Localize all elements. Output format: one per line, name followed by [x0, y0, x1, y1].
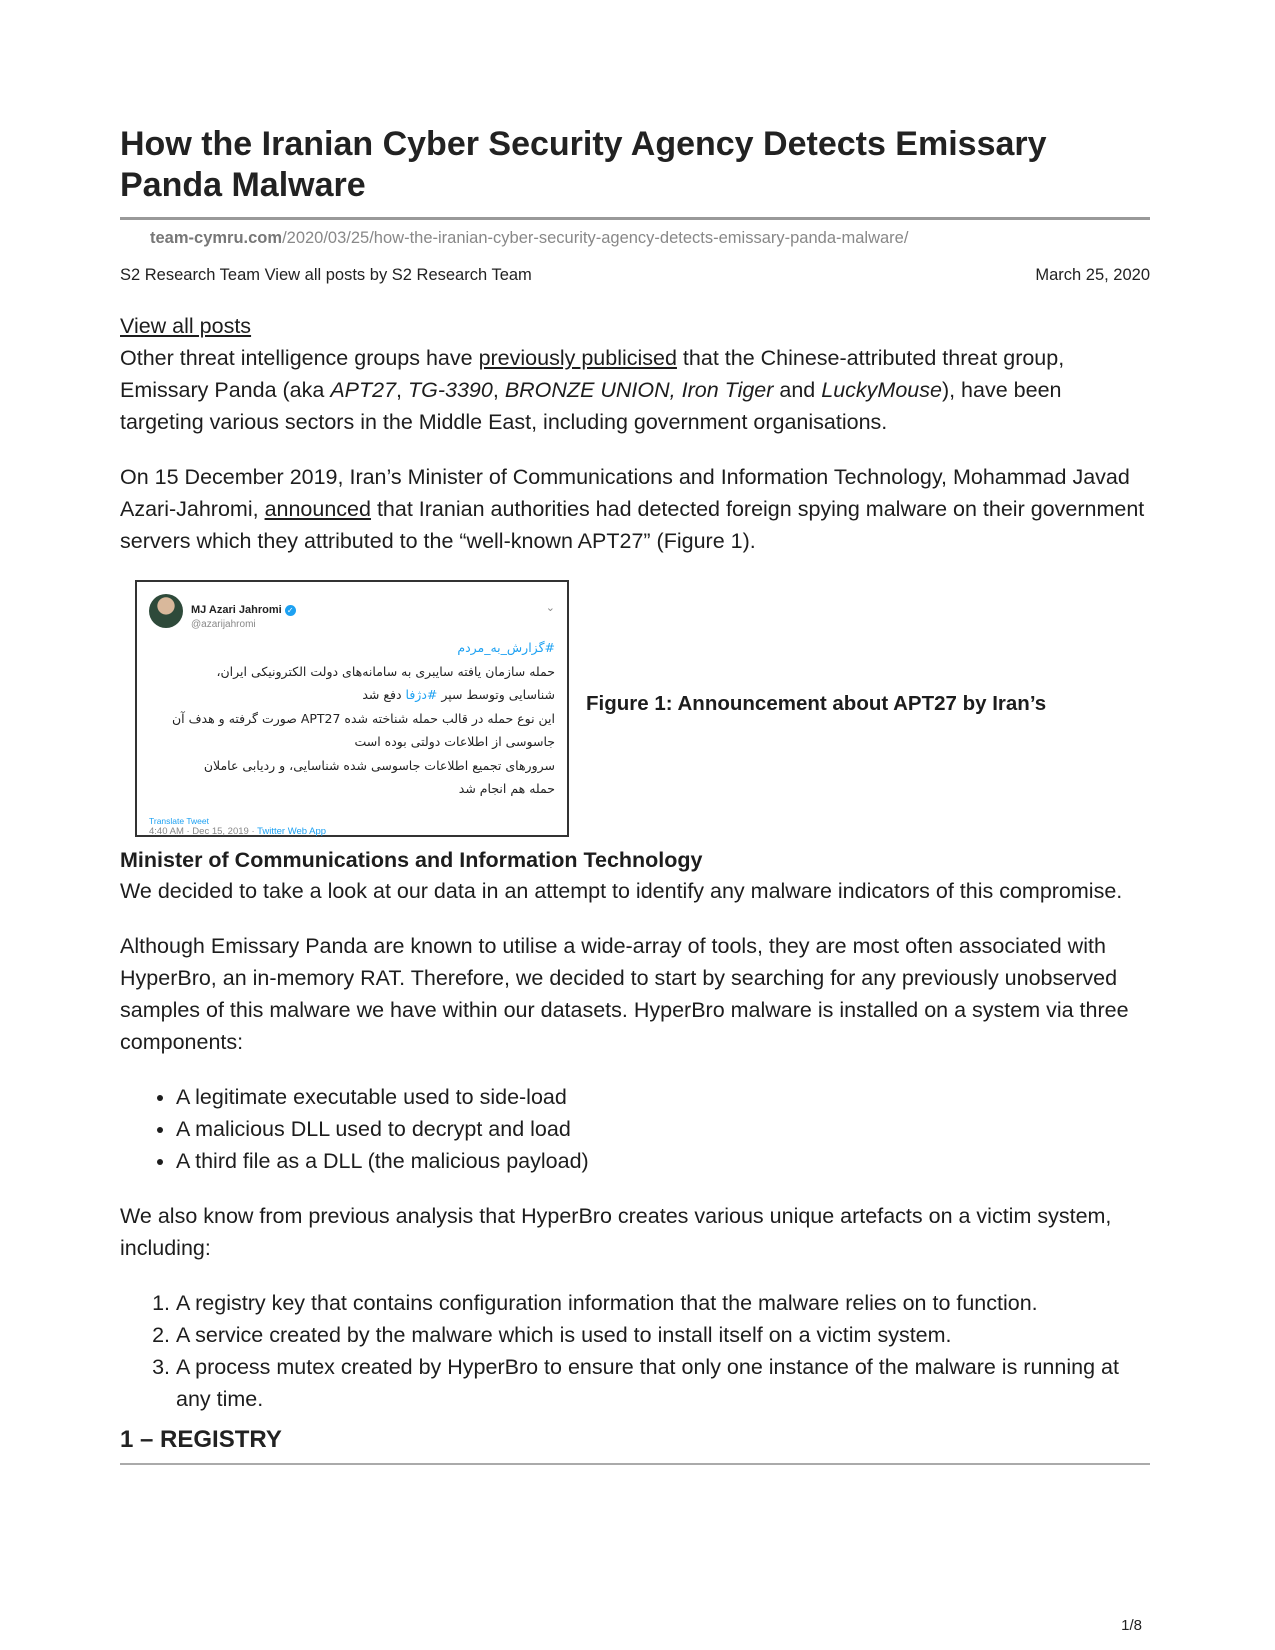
view-all-posts-link[interactable]: View all posts [120, 314, 252, 338]
announced-link[interactable]: announced [264, 497, 371, 521]
list-item: 1. A registry key that contains configuration information that the malware relies on to function. [176, 1287, 1150, 1319]
author-line: S2 Research Team View all posts by S2 Research Team [120, 266, 532, 284]
text-run: ), have been targeting various sectors in the Middle East, including government organisations. [120, 378, 1062, 434]
tweet-timestamp [149, 816, 326, 848]
text-run: دفع شد [362, 687, 406, 702]
tweet-screenshot [135, 580, 569, 837]
tweet-line: سرورهای تجمیع اطلاعات جاسوسی شده شناسایی، و ردیابی عاملان [203, 757, 555, 773]
section-heading-registry: 1 – REGISTRY [120, 1426, 282, 1453]
text-run: and [773, 378, 822, 402]
list-item: • A third file as a DLL (the malicious payload) [176, 1145, 1150, 1177]
text-run: that Iranian authorities had detected foreign spying malware on their government servers which they attributed to the “well-known APT27” (Figure 1). [120, 497, 1145, 553]
previously-publicised-link[interactable]: previously publicised [478, 346, 677, 370]
article-body [120, 310, 1150, 1438]
text-run: , [396, 378, 408, 402]
text-run: شناسایی وتوسط سپر [437, 687, 555, 702]
url-path: /2020/03/25/how-the-iranian-cyber-security-agency-detects-emissary-panda-malware/ [282, 229, 909, 247]
text-run: that the Chinese-attributed threat group, Emissary Panda (aka [120, 346, 1065, 402]
tweet-app: Twitter Web App [257, 826, 327, 837]
page-number: 1/8 [1121, 1617, 1142, 1634]
figure-caption-continued: Minister of Communications and Information Technology [120, 848, 703, 872]
tweet-line: حمله هم انجام شد [458, 781, 555, 796]
title-divider [120, 217, 1150, 220]
paragraph-artefacts: We also know from previous analysis that HyperBro creates various unique artefacts on a victim system, including: [120, 1204, 1112, 1260]
tweet-text [150, 636, 555, 801]
source-url[interactable] [150, 229, 908, 248]
tweet-line: جاسوسی از اطلاعات دولتی بوده است [354, 734, 555, 749]
list-item: • A legitimate executable used to side-load [176, 1081, 1150, 1113]
list-item: • A malicious DLL used to decrypt and load [176, 1113, 1150, 1145]
tweet-line [150, 683, 555, 707]
components-list [120, 1081, 1150, 1177]
translate-tweet-link: Translate Tweet [149, 816, 210, 826]
figure-1 [120, 580, 1150, 845]
verified-icon: ✓ [285, 605, 296, 616]
tweet-line: این نوع حمله در قالب حمله شناخته شده APT27 صورت گرفته و هدف آن [171, 710, 555, 726]
paragraph-intro [120, 342, 1150, 438]
text-run: On 15 December 2019, Iran’s Minister of Communications and Information Technology, Mohammad Javad Azari-Jahromi, [120, 465, 1130, 521]
tweet-time-text: 4:40 AM · Dec 15, 2019 · [149, 826, 258, 837]
alias-bronze-union: BRONZE UNION, Iron Tiger [504, 378, 774, 402]
article-title: How the Iranian Cyber Security Agency Detects Emissary Panda Malware [120, 125, 1047, 204]
publish-date: March 25, 2020 [1035, 266, 1150, 284]
artefacts-list [120, 1287, 1150, 1415]
avatar [149, 594, 183, 628]
tweet-line: حمله سازمان یافته سایبری به سامانه‌های دولت الکترونیکی ایران، [216, 663, 555, 679]
article-meta [120, 266, 1150, 285]
tweet-handle: @azarijahromi [191, 619, 256, 630]
alias-apt27: APT27 [330, 378, 397, 402]
tweet-author-name-text: MJ Azari Jahromi [191, 604, 282, 616]
alias-tg3390: TG-3390 [408, 378, 493, 402]
tweet-hashtag: #دژفا [405, 687, 438, 702]
paragraph-announcement [120, 461, 1150, 557]
list-item: 2. A service created by the malware which is used to install itself on a victim system. [176, 1319, 1150, 1351]
chevron-down-icon: ⌄ [545, 602, 555, 614]
figure-caption: Figure 1: Announcement about APT27 by Iran’s [586, 692, 1047, 715]
alias-luckymouse: LuckyMouse [821, 378, 942, 402]
view-all-posts-link-row [120, 310, 1150, 342]
text-run: Other threat intelligence groups have [120, 346, 479, 370]
url-domain: team-cymru.com [150, 229, 283, 247]
text-run: , [492, 378, 505, 402]
paragraph-hyperbro: Although Emissary Panda are known to utilise a wide-array of tools, they are most often associated with HyperBro, an in-memory RAT. Therefore, we decided to start by searching for any previously unobserved samples of this malware we have within our datasets. HyperBro malware is installed on a system via three components: [120, 934, 1129, 1054]
list-item: 3. A process mutex created by HyperBro to ensure that only one instance of the malware is running at any time. [176, 1351, 1150, 1415]
paragraph-look-at-data: We decided to take a look at our data in an attempt to identify any malware indicators of this compromise. [120, 879, 1123, 903]
section-divider [120, 1463, 1150, 1465]
tweet-hashtag: #گزارش_به_مردم [457, 640, 555, 655]
